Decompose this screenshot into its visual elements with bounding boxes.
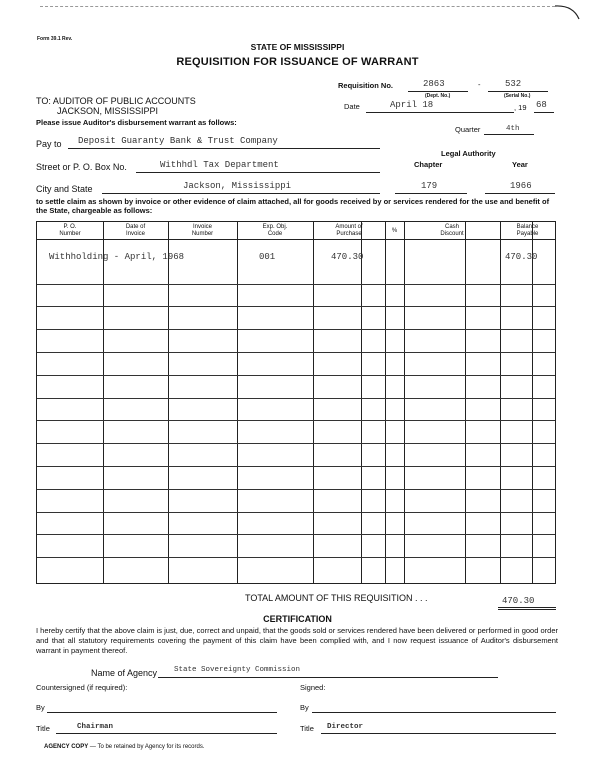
dept-no-line: [408, 91, 468, 92]
agency-line: [158, 677, 498, 678]
city-value: Jackson, Mississippi: [183, 181, 292, 191]
quarter-line: [484, 134, 534, 135]
header-percent: %: [391, 228, 398, 234]
requisition-label: Requisition No.: [338, 81, 393, 90]
total-underline-2: [498, 609, 556, 610]
year-value: 68: [536, 100, 547, 110]
form-number: Form 39.1 Rev.: [37, 36, 73, 42]
title-label-left: Title: [36, 724, 50, 733]
header-po-number: P. O. Number: [59, 224, 81, 237]
req-dash: -: [478, 80, 481, 89]
date-label: Date: [344, 102, 360, 111]
addressee-line2: JACKSON, MISSISSIPPI: [57, 106, 159, 116]
by-line-right: [312, 712, 556, 713]
legal-authority-title: Legal Authority: [441, 149, 496, 158]
row-exp-code: 001: [259, 252, 276, 262]
dept-no-value: 2863: [423, 79, 445, 89]
header-invoice-number: Invoice Number: [191, 224, 214, 237]
street-value: Withhdl Tax Department: [160, 160, 279, 170]
chapter-label: Chapter: [414, 160, 443, 169]
chapter-value: 179: [421, 181, 438, 191]
legal-year-line: [485, 193, 555, 194]
by-line-left: [47, 712, 277, 713]
header-date-of-invoice: Date of Invoice: [125, 224, 146, 237]
countersigned-label: Countersigned (if required):: [36, 683, 128, 692]
corner-mark: [555, 3, 585, 23]
certification-title: CERTIFICATION: [263, 614, 332, 624]
city-label: City and State: [36, 184, 93, 194]
chapter-line: [395, 193, 467, 194]
agency-value: State Sovereignty Commission: [174, 666, 301, 674]
legal-year-value: 1966: [510, 181, 532, 191]
footer-note: [44, 744, 205, 750]
title-value-right: Director: [327, 723, 364, 731]
top-edge-line: [40, 6, 555, 7]
agency-label: Name of Agency: [91, 668, 158, 678]
pay-to-label: Pay to: [36, 139, 62, 149]
serial-no-line: [488, 91, 548, 92]
title-line-left: [56, 733, 277, 734]
title-label-right: Title: [300, 724, 314, 733]
by-label-right: By: [300, 703, 309, 712]
signed-label: Signed:: [300, 683, 326, 692]
year-prefix: , 19: [514, 103, 527, 112]
header-balance-payable: Balance Payable: [516, 224, 539, 237]
year-line: [534, 112, 554, 113]
addressee-line1: TO: AUDITOR OF PUBLIC ACCOUNTS: [36, 96, 196, 106]
total-label: TOTAL AMOUNT OF THIS REQUISITION . . .: [245, 593, 428, 603]
date-value: April 18: [390, 100, 434, 110]
pay-to-line: [68, 148, 380, 149]
claim-table: [36, 221, 556, 584]
total-underline-1: [498, 607, 556, 608]
dept-caption: (Dept. No.): [425, 93, 451, 99]
settle-text: to settle claim as shown by invoice or other evidence of claim attached, all for goods received by or services rendered for the use and benefit of the State, chargeable as follows:: [36, 197, 550, 215]
agency-copy-label: AGENCY COPY: [44, 744, 89, 750]
row-description: Withholding - April, 1968: [49, 252, 185, 262]
row-amount: 470.30: [331, 252, 364, 262]
title-line-right: [321, 733, 556, 734]
row-balance: 470.30: [505, 252, 538, 262]
city-line: [102, 193, 380, 194]
quarter-label: Quarter: [455, 125, 481, 134]
certification-text: I hereby certify that the above claim is just, due, correct and unpaid, that the goods sold or services rendered have been delivered or performed in good order and that all statutory requirements covering the payment of this claim have been complied with, and I now request issuance of Auditor's disbursement warrant in payment thereof.: [36, 626, 558, 655]
quarter-value: 4th: [506, 125, 520, 133]
total-value: 470.30: [502, 596, 535, 606]
agency-copy-note: — To be retained by Agency for its records.: [88, 744, 205, 750]
by-label-left: By: [36, 703, 45, 712]
serial-no-value: 532: [505, 79, 522, 89]
form-title: REQUISITION FOR ISSUANCE OF WARRANT: [176, 56, 419, 68]
date-line: [366, 112, 514, 113]
instruction-text: Please issue Auditor's disbursement warrant as follows:: [36, 118, 237, 127]
header-amount-of-purchase: Amount of Purchase: [335, 224, 363, 237]
serial-caption: (Serial No.): [504, 93, 531, 99]
state-title: STATE OF MISSISSIPPI: [250, 42, 345, 52]
title-value-left: Chairman: [77, 723, 114, 731]
header-exp-obj-code: Exp. Obj. Code: [262, 224, 288, 237]
pay-to-value: Deposit Guaranty Bank & Trust Company: [78, 136, 278, 146]
header-cash-discount: Cash Discount: [440, 224, 464, 237]
street-label: Street or P. O. Box No.: [36, 162, 127, 172]
legal-year-label: Year: [512, 160, 528, 169]
street-line: [136, 172, 380, 173]
